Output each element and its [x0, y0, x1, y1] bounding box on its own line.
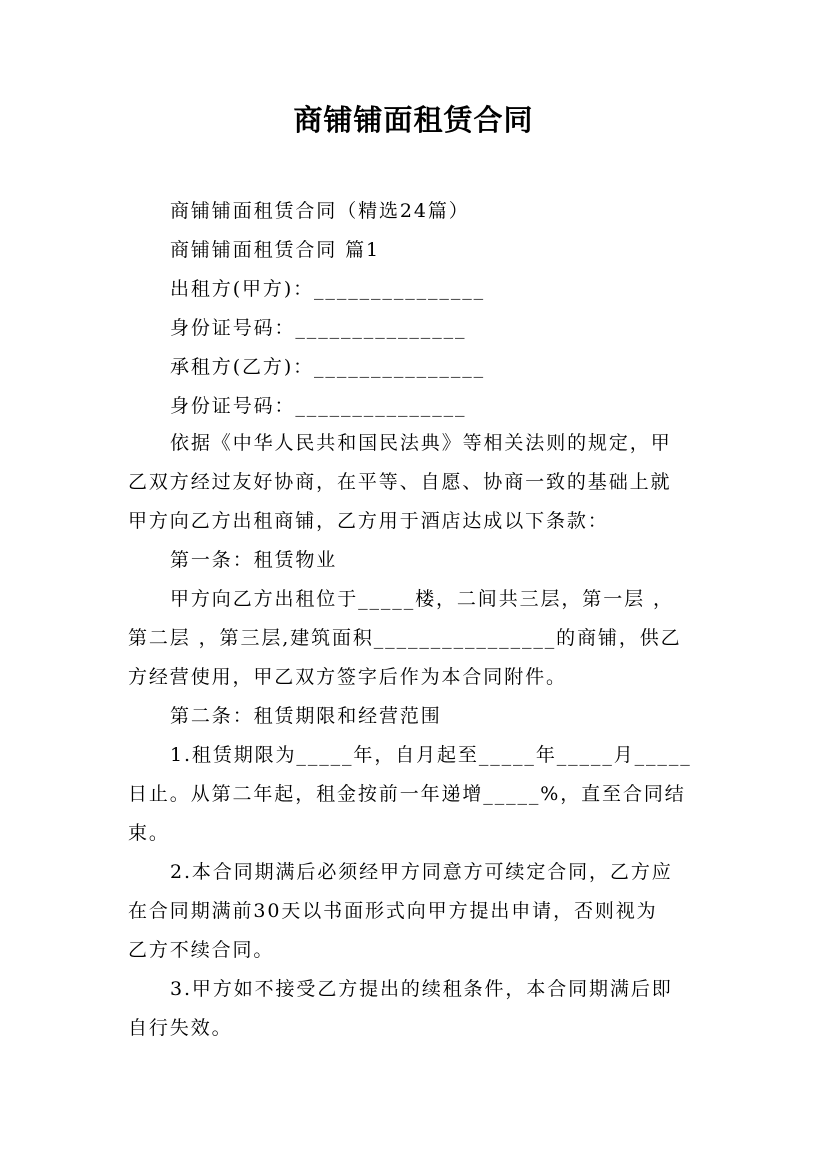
- paragraph-line: 第二层 ，第三层,建筑面积________________的商铺，供乙: [128, 627, 682, 649]
- article-heading: 第一条：租赁物业: [170, 549, 338, 571]
- paragraph-line: 日止。从第二年起，租金按前一年递增_____%，直至合同结: [128, 783, 686, 805]
- paragraph-line: 3.甲方如不接受乙方提出的续租条件，本合同期满后即: [170, 978, 673, 1000]
- paragraph-line: 乙双方经过友好协商，在平等、自愿、协商一致的基础上就: [128, 471, 672, 493]
- paragraph-line: 自行失效。: [128, 1017, 233, 1039]
- subtitle-line: 商铺铺面租赁合同（精选24篇）: [170, 200, 470, 222]
- paragraph-line: 束。: [128, 822, 170, 844]
- paragraph-line: 乙方不续合同。: [128, 939, 275, 961]
- paragraph-line: 2.本合同期满后必须经甲方同意方可续定合同，乙方应: [170, 861, 673, 883]
- paragraph-line: 1.租赁期限为_____年，自月起至_____年_____月_____: [170, 744, 692, 766]
- paragraph-line: 甲方向乙方出租位于_____楼，二间共三层，第一层 ，: [170, 588, 674, 610]
- lessee-field: 承租方(乙方)：_______________: [170, 356, 486, 378]
- section-heading: 商铺铺面租赁合同 篇1: [170, 239, 381, 261]
- lessor-id-field: 身份证号码：_______________: [170, 317, 467, 339]
- paragraph-line: 依据《中华人民共和国民法典》等相关法则的规定，甲: [170, 432, 672, 454]
- paragraph-line: 甲方向乙方出租商铺，乙方用于酒店达成以下条款：: [128, 510, 609, 532]
- paragraph-line: 在合同期满前30天以书面形式向甲方提出申请，否则视为: [128, 900, 658, 922]
- document-title: 商铺铺面租赁合同: [293, 103, 534, 137]
- paragraph-line: 方经营使用，甲乙双方签字后作为本合同附件。: [128, 666, 567, 688]
- lessee-id-field: 身份证号码：_______________: [170, 395, 467, 417]
- article-heading: 第二条：租赁期限和经营范围: [170, 705, 442, 727]
- lessor-field: 出租方(甲方)：_______________: [170, 278, 486, 300]
